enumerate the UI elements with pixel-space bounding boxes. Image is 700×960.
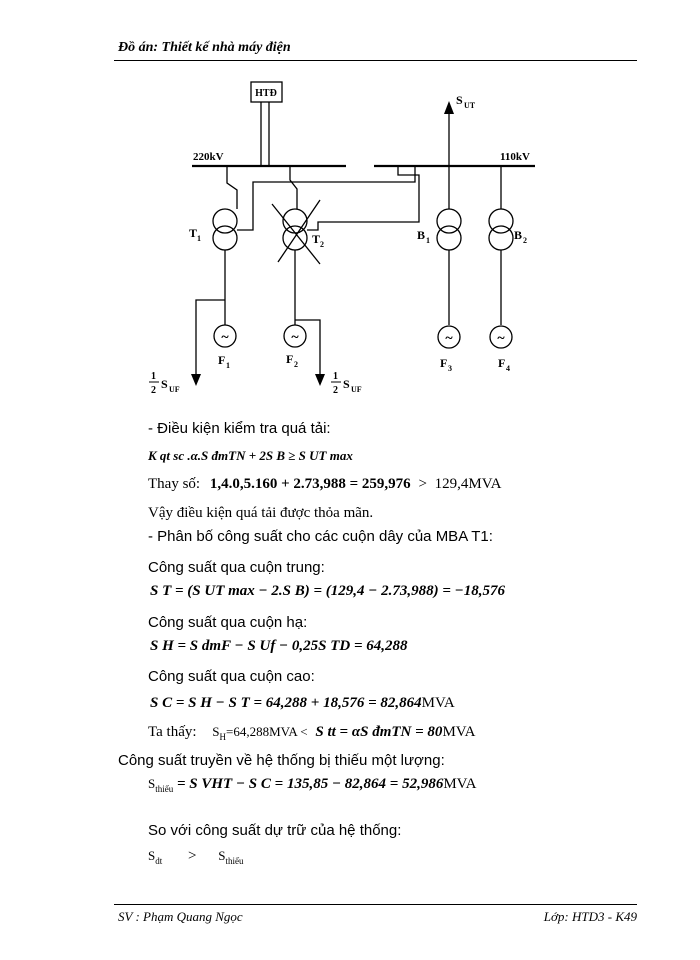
svg-text:F: F bbox=[218, 353, 226, 367]
svg-text:UF: UF bbox=[351, 385, 362, 394]
medium-winding-label: Công suất qua cuộn trung: bbox=[148, 559, 325, 576]
svg-text:2: 2 bbox=[320, 240, 324, 249]
svg-text:UT: UT bbox=[464, 101, 476, 110]
svg-text:B: B bbox=[514, 228, 523, 242]
svg-text:B: B bbox=[417, 228, 426, 242]
svg-text:T: T bbox=[312, 232, 321, 246]
svg-text:1: 1 bbox=[197, 234, 201, 243]
low-winding-formula: S H = S dmF − S Uf − 0,25S TD = 64,288 bbox=[150, 638, 408, 654]
svg-text:T: T bbox=[189, 226, 198, 240]
power-distribution-heading: - Phân bố công suất cho các cuộn dây của MBA T1: bbox=[148, 528, 493, 545]
comparison-line: Ta thấy: $S_H=64,288MVA < S$ tt = αS đmTN = 80MVA bbox=[148, 724, 476, 742]
single-line-diagram bbox=[0, 0, 700, 400]
conclusion-text: Vậy điều kiện quá tải được thỏa mãn. bbox=[148, 505, 374, 521]
deficit-heading: Công suất truyền về hệ thống bị thiếu một lượng: bbox=[118, 752, 445, 769]
svg-text:F: F bbox=[440, 356, 448, 370]
svg-text:~: ~ bbox=[497, 331, 505, 346]
bus-110kv-label: 110kV bbox=[500, 151, 530, 163]
svg-text:F: F bbox=[286, 352, 294, 366]
overload-check-heading: - Điều kiện kiểm tra quá tải: bbox=[148, 420, 331, 437]
svg-text:~: ~ bbox=[221, 330, 229, 345]
svg-text:2: 2 bbox=[333, 385, 338, 396]
svg-text:2: 2 bbox=[294, 360, 298, 369]
svg-text:4: 4 bbox=[506, 364, 510, 373]
reserve-comparison: $S_{dt} > S_{thiếu}$ bbox=[148, 848, 244, 866]
page-header-title: Đồ án: Thiết kế nhà máy điện bbox=[118, 40, 291, 55]
svg-text:S: S bbox=[161, 377, 168, 391]
svg-text:F: F bbox=[498, 356, 506, 370]
svg-text:S: S bbox=[343, 377, 350, 391]
footer-class: Lớp: HTD3 - K49 bbox=[543, 909, 637, 924]
svg-text:3: 3 bbox=[448, 364, 452, 373]
svg-text:1: 1 bbox=[226, 361, 230, 370]
high-winding-formula: S C = S H − S T = 64,288 + 18,576 = 82,864MVA bbox=[150, 695, 455, 711]
svg-text:S: S bbox=[456, 93, 463, 107]
svg-text:1: 1 bbox=[426, 236, 430, 245]
svg-text:1: 1 bbox=[333, 371, 338, 382]
footer-rule bbox=[114, 904, 637, 905]
svg-text:UF: UF bbox=[169, 385, 180, 394]
low-winding-label: Công suất qua cuộn hạ: bbox=[148, 614, 308, 631]
svg-text:~: ~ bbox=[291, 330, 299, 345]
high-winding-label: Công suất qua cuộn cao: bbox=[148, 668, 315, 685]
svg-text:2: 2 bbox=[523, 236, 527, 245]
deficit-formula: $S_{thiếu} = S$ VHT − S C = 135,85 − 82,864 = 52,986MVA bbox=[148, 776, 477, 794]
bus-220kv-label: 220kV bbox=[193, 151, 224, 163]
reserve-comparison-heading: So với công suất dự trữ của hệ thống: bbox=[148, 822, 402, 839]
substitution-line: Thay số: 1,4.0,5.160 + 2.73,988 = 259,976 > 129,4MVA bbox=[148, 476, 502, 492]
htd-label: HTĐ bbox=[255, 88, 277, 99]
medium-winding-formula: S T = (S UT max − 2.S B) = (129,4 − 2.73,988) = −18,576 bbox=[150, 583, 505, 599]
svg-text:~: ~ bbox=[445, 331, 453, 346]
footer-student: SV : Phạm Quang Ngọc bbox=[118, 909, 243, 924]
svg-text:1: 1 bbox=[151, 371, 156, 382]
svg-text:2: 2 bbox=[151, 385, 156, 396]
overload-formula: K qt sc .α.S đmTN + 2S B ≥ S UT max bbox=[148, 448, 353, 463]
